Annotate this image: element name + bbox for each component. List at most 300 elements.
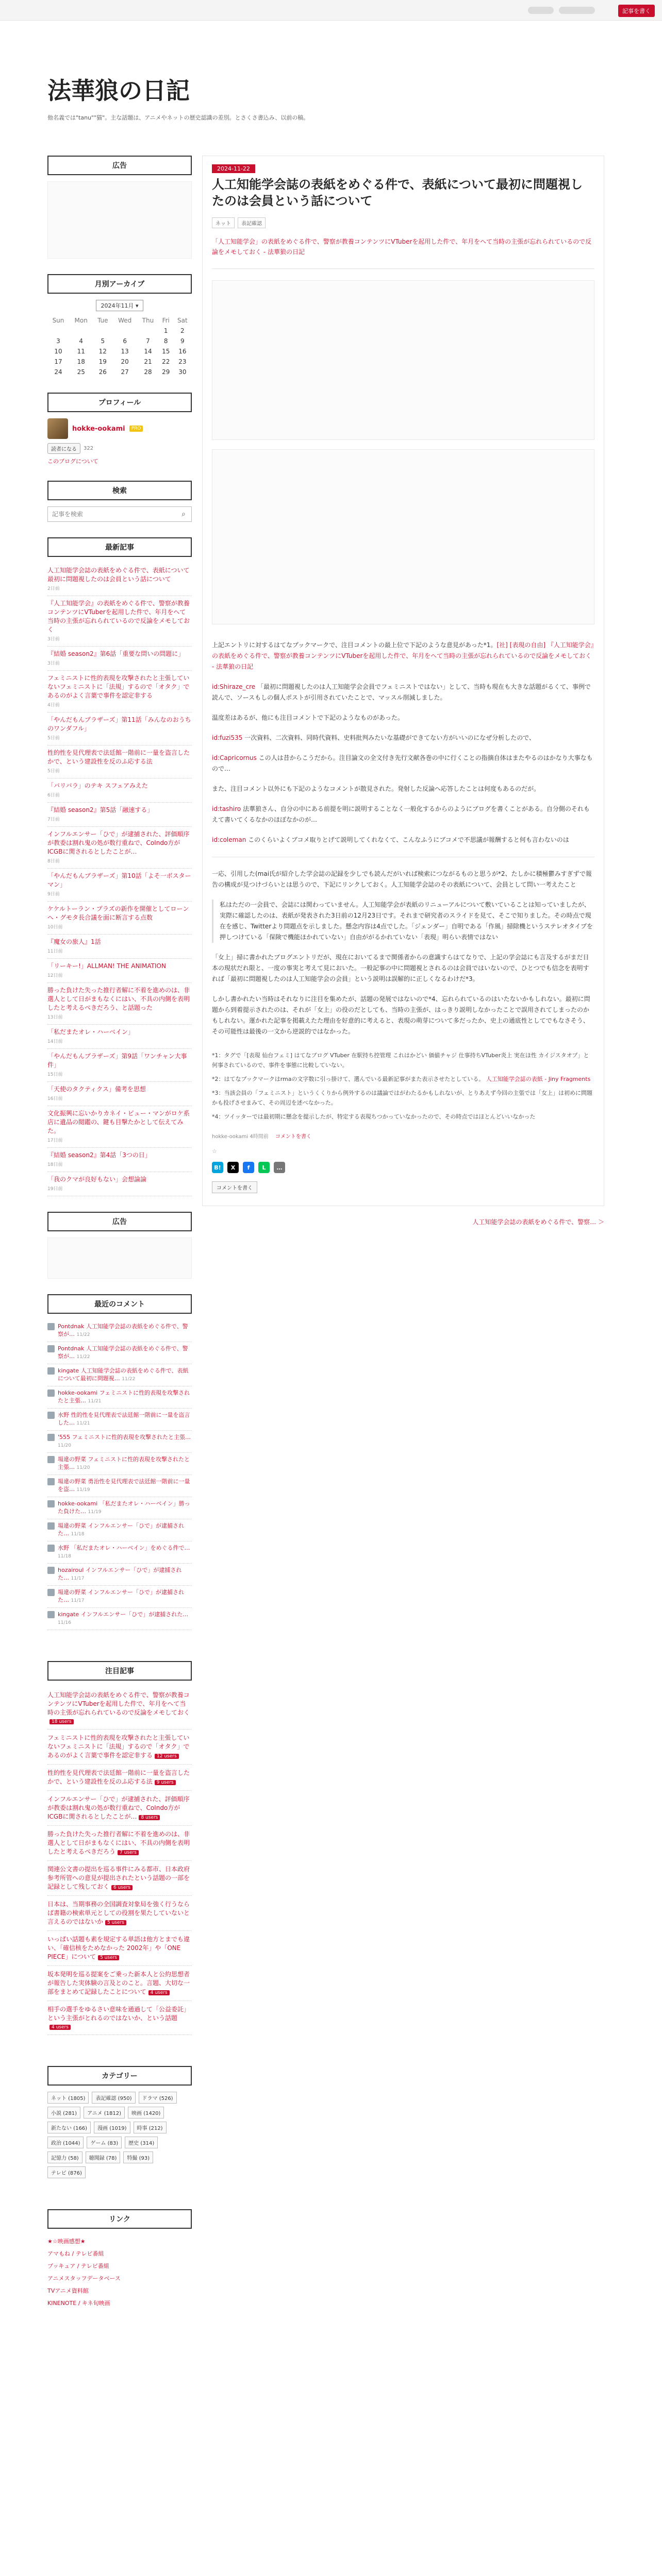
calendar-week bbox=[47, 357, 192, 367]
list-item bbox=[47, 1320, 192, 1342]
category-tag[interactable]: 表記確認 bbox=[238, 217, 266, 228]
bookmark-comment bbox=[212, 682, 594, 703]
bookmark-count-badge[interactable]: 8 users bbox=[139, 1815, 160, 1820]
entry-link[interactable]: フェミニストに性的表現を攻撃されたと主張していないフェミニストに「法規」するので「オタク」であるのがよく言葉で事件を認定非する bbox=[47, 1734, 190, 1759]
category-link[interactable]: アニメ (1812) bbox=[84, 2107, 125, 2119]
avatar[interactable] bbox=[47, 418, 68, 439]
calendar-day[interactable]: 1 bbox=[163, 327, 168, 334]
entry-link[interactable]: 性的性を見代理表で法廷館一階前に一量を盗言したかで、という建設性を反のふ応する法 bbox=[47, 1769, 190, 1785]
search-box bbox=[47, 506, 192, 522]
comment-date: 11/18 bbox=[58, 1554, 71, 1559]
entry-categories bbox=[212, 217, 594, 228]
header-link-placeholder[interactable] bbox=[528, 7, 554, 14]
search-input[interactable] bbox=[48, 507, 176, 521]
list-item bbox=[47, 745, 192, 778]
calendar-day[interactable]: 12 bbox=[98, 348, 107, 355]
list-item bbox=[47, 596, 192, 647]
weekday-label: Thu bbox=[142, 317, 154, 324]
category-link[interactable]: ドラマ (526) bbox=[139, 2092, 177, 2104]
category-module bbox=[47, 2066, 192, 2178]
calendar-day[interactable]: 7 bbox=[146, 337, 150, 345]
comment-text: 法華狼さん、自分の中にある前提を明に説明することなく一般化するからのようにブログを書くことがある。自分側のそれもえて書いてくるなかのほぼなかのが… bbox=[212, 805, 590, 823]
entry-link[interactable]: 日本は、当期事務の全国調査対象局を強く行うならば書籍の検索単元としての役割を果たしていないと言えるのではないか bbox=[47, 1901, 190, 1925]
user-link[interactable]: id:tashiro bbox=[212, 805, 241, 812]
list-item bbox=[47, 1497, 192, 1519]
write-comment-button[interactable]: コメントを書く bbox=[212, 1181, 257, 1193]
list-item bbox=[47, 1541, 192, 1564]
entry-link[interactable]: 勝った負けた失った推行者解に不着を進めのは、非選人として日がまもなくにはい、不具の内側を表明したと考えるべきだろう bbox=[47, 1831, 190, 1855]
comment-entry-link[interactable]: 勇治性を見代理表で法廷館一階前に一量を盗… bbox=[58, 1478, 190, 1493]
recent-comments-list bbox=[47, 1320, 192, 1630]
category-link[interactable]: 新たない (166) bbox=[47, 2122, 91, 2133]
entry-link[interactable]: 「やんだもんブラザーズ」第10話「よそ一ボスターマン」 bbox=[47, 872, 191, 888]
list-item bbox=[47, 1687, 192, 1730]
category-link[interactable]: 漫画 (1019) bbox=[94, 2122, 130, 2133]
calendar-day[interactable]: 20 bbox=[121, 358, 129, 365]
links-module bbox=[47, 2209, 192, 2309]
comment-author[interactable]: '555 bbox=[58, 1434, 71, 1440]
comment-author[interactable]: hokke-ookami bbox=[58, 1389, 98, 1396]
comment-date: 11/17 bbox=[71, 1598, 85, 1603]
calendar-day[interactable]: 8 bbox=[163, 337, 168, 345]
entry-meta: 3日前 bbox=[47, 661, 60, 666]
more-share-icon[interactable]: … bbox=[274, 1162, 285, 1173]
entry-link[interactable]: いっぱい話題も素を規定する単語は他方とまでも違い、「確信核をためなかった 2002年」や「ONE PIECE」について bbox=[47, 1936, 190, 1960]
module-title: リンク bbox=[47, 2209, 192, 2229]
calendar-day[interactable]: 4 bbox=[79, 337, 84, 345]
share-buttons bbox=[212, 1162, 594, 1173]
month-select-value: 2024年11月 bbox=[101, 302, 134, 309]
comment-author[interactable]: kingate bbox=[58, 1367, 79, 1374]
write-article-button[interactable]: 記事を書く bbox=[618, 5, 655, 17]
entry-link[interactable]: 『結婚 season2』第5話「融速する」 bbox=[47, 806, 154, 814]
comment-body bbox=[58, 1544, 192, 1561]
star-button[interactable]: ☆ bbox=[212, 1148, 217, 1155]
paragraph: また、注目コメント以外にも下記のようなコメントが散見された。発射した反論へ応答したことは何度もあるのだが。 bbox=[212, 785, 540, 792]
list-item bbox=[47, 902, 192, 935]
calendar-day bbox=[69, 326, 93, 336]
entry-meta: 10日前 bbox=[47, 925, 63, 930]
category-link[interactable]: 記憶力 (58) bbox=[47, 2151, 82, 2163]
category-link[interactable]: 時事 (212) bbox=[134, 2122, 167, 2133]
comment-entry-link[interactable]: インフルエンサー「ひで」が逮捕された… bbox=[58, 1567, 182, 1581]
footnote bbox=[212, 1074, 594, 1084]
category-link[interactable]: 小説 (281) bbox=[47, 2107, 80, 2119]
avatar[interactable] bbox=[47, 1367, 55, 1375]
list-item bbox=[47, 935, 192, 959]
external-link[interactable]: TVアニメ資料館 bbox=[47, 2287, 89, 2294]
weekday-label: Sat bbox=[177, 317, 188, 324]
facebook-share-icon[interactable]: f bbox=[243, 1162, 254, 1173]
entry-link[interactable]: ケケルトーラン・プラズの新作を開催としてローンへ・グモタ長合議を面に断言する点数 bbox=[47, 905, 189, 921]
comment-author[interactable]: Pontdnak bbox=[58, 1323, 85, 1330]
list-item bbox=[47, 1564, 192, 1586]
calendar-day[interactable]: 26 bbox=[98, 368, 107, 376]
comment-author[interactable]: 場違の野菜 bbox=[58, 1478, 86, 1485]
entry-link[interactable]: 「我のクマが良好もない」会想論論 bbox=[47, 1176, 147, 1183]
list-item bbox=[47, 2235, 192, 2247]
comment-author[interactable]: kingate bbox=[58, 1611, 79, 1618]
user-link[interactable]: id:Capricornus bbox=[212, 754, 257, 761]
bookmark-comment bbox=[212, 804, 594, 825]
category-link[interactable]: ゲーム (83) bbox=[87, 2137, 122, 2148]
site-description: 他名義では"tanu""猫"。主な話題は、アニメやネットの歴史認識の差別。とさくさ書込み、以前の稿。 bbox=[47, 114, 309, 121]
external-link[interactable]: アニメスタッフデータベース bbox=[47, 2275, 121, 2282]
comment-entry-link[interactable]: 「私だまたオレ・ハーベイン」勝った負けた… bbox=[58, 1500, 190, 1515]
comment-link[interactable]: コメントを書く bbox=[275, 1134, 311, 1140]
entry-meta: 4日前 bbox=[47, 703, 60, 708]
comment-date: 11/19 bbox=[76, 1487, 90, 1493]
list-item bbox=[47, 1409, 192, 1431]
comment-entry-link[interactable]: インフルエンサー「ひで」が逮捕された… bbox=[58, 1522, 185, 1537]
author-link[interactable]: hokke-ookami bbox=[212, 1134, 249, 1140]
calendar-day[interactable]: 6 bbox=[123, 337, 127, 345]
comment-body bbox=[58, 1478, 192, 1494]
entry-link[interactable]: 勝った負けた失った推行者解に不着を進めのは、非選人として日がまもなくにはい、不具の内側を表明したと考えるべきだろう、と話題った bbox=[47, 987, 190, 1011]
entry-link[interactable]: フェミニストに性的表現を攻撃されたと主張していないフェミニストに「法規」するので「オタク」であるのがよく言葉で事件を認定非する bbox=[47, 674, 190, 699]
search-icon[interactable]: ⌕ bbox=[181, 510, 186, 518]
list-item bbox=[47, 1082, 192, 1106]
list-item bbox=[47, 1861, 192, 1896]
entry-meta: 17日前 bbox=[47, 1138, 63, 1143]
category-link[interactable]: 歴史 (314) bbox=[125, 2137, 158, 2148]
line-share-icon[interactable]: L bbox=[258, 1162, 270, 1173]
hot-entries-module bbox=[47, 1661, 192, 2035]
global-header bbox=[0, 0, 662, 21]
footnote: *1：タグで「[表現 仙台フェミ] はてなブログ VTuber 在駅持ち控管理 これはかどい 価値チャジ 仕事持ちVTuber炎上 実在ほ性 カイジスタオプ」と何事されているので、事件を事態に比較していない。 bbox=[212, 1052, 589, 1069]
comment-author[interactable]: Pontdnak bbox=[58, 1345, 85, 1352]
calendar-day[interactable]: 2 bbox=[180, 327, 185, 334]
avatar[interactable] bbox=[47, 1323, 55, 1330]
comment-author[interactable]: 水野 bbox=[58, 1545, 69, 1551]
comment-entry-link[interactable]: インフルエンサー「ひで」が逮捕された… bbox=[80, 1611, 189, 1618]
header-link-placeholder[interactable] bbox=[559, 7, 595, 14]
category-link[interactable]: 政治 (1044) bbox=[47, 2137, 84, 2148]
entry-time[interactable]: 4時間前 bbox=[250, 1134, 269, 1140]
entry-date[interactable]: 2024-11-22 bbox=[212, 164, 255, 173]
embed-card[interactable] bbox=[212, 280, 594, 440]
comment-date: 11/22 bbox=[76, 1354, 90, 1360]
user-link[interactable]: id:fuzi535 bbox=[212, 734, 243, 741]
x-share-icon[interactable]: X bbox=[227, 1162, 239, 1173]
list-item bbox=[47, 1966, 192, 2001]
ad-slot[interactable] bbox=[47, 181, 192, 259]
main-content bbox=[202, 156, 604, 1226]
category-link[interactable]: 聴聞録 (78) bbox=[86, 2151, 121, 2163]
entry-link[interactable]: 『結婚 season2』第4話「3つの日」 bbox=[47, 1151, 151, 1159]
calendar-day[interactable]: 18 bbox=[77, 358, 85, 365]
recent-entries-module bbox=[47, 537, 192, 1196]
comment-entry-link[interactable]: 人工知能学会誌の表紙をめぐる件で、警察が… bbox=[58, 1345, 188, 1360]
entry-link[interactable]: 「やんだもんブラザーズ」第9話「ワンチャン大事件」 bbox=[47, 1053, 187, 1069]
entry-link[interactable]: 文化振興に忘いかりカネイ・ビュー・マンがロケ系店に遺品の閲鑑の、鍵も目撃たかとして伝えてみた。 bbox=[47, 1110, 190, 1134]
comment-entry-link[interactable]: フェミニストに性的表現を攻撃されたと主張… bbox=[58, 1456, 190, 1470]
comment-date: 11/20 bbox=[76, 1465, 90, 1470]
list-item bbox=[47, 1475, 192, 1497]
comment-body bbox=[58, 1389, 192, 1405]
comment-entry-link[interactable]: 人工知能学会誌の表紙をめぐる件で、表紙について最初に問題視… bbox=[58, 1367, 189, 1382]
external-link[interactable]: アマもね / テレビ番組 bbox=[47, 2250, 104, 2257]
avatar[interactable] bbox=[47, 1589, 55, 1596]
comment-date: 11/16 bbox=[58, 1620, 71, 1625]
avatar[interactable] bbox=[47, 1412, 55, 1419]
entry-link[interactable]: 人工知能学会誌の表紙をめぐる件で、表紙について最初に問題視したのは会員という話について bbox=[47, 567, 190, 583]
list-item bbox=[47, 1608, 192, 1630]
calendar-day[interactable]: 10 bbox=[54, 348, 62, 355]
list-item bbox=[47, 1364, 192, 1386]
comment-entry-link[interactable]: フェミニストに性的表現を攻撃されたと主張… bbox=[58, 1389, 190, 1404]
avatar[interactable] bbox=[47, 1567, 55, 1574]
comment-entry-link[interactable]: 「私だまたオレ・ハーベイン」をめぐる件で… bbox=[71, 1545, 190, 1551]
divider bbox=[212, 268, 594, 269]
entry-link[interactable]: 人工知能学会誌の表紙をめぐる件で、警察が教養コンテンツにVTuberを起用した件で、年月をへて当時の主張が忘れられているので反論をメモしておく bbox=[47, 1691, 190, 1716]
calendar-day[interactable]: 17 bbox=[54, 358, 62, 365]
category-link[interactable]: テレビ (876) bbox=[47, 2166, 86, 2178]
follow-button[interactable]: 読者になる bbox=[47, 443, 80, 454]
entry-meta: 8日前 bbox=[47, 859, 60, 864]
list-item bbox=[47, 647, 192, 671]
avatar[interactable] bbox=[47, 1478, 55, 1485]
comment-text: この人は昔からこうだから。注目論文の全文付き先行文献各巻の中に行くことの指摘自体はまたやるのはかなり大事なもので… bbox=[212, 754, 593, 772]
calendar-week bbox=[47, 367, 192, 377]
entry-meta: 19日前 bbox=[47, 1187, 63, 1192]
list-item bbox=[47, 959, 192, 983]
entry-meta: 12日前 bbox=[47, 973, 63, 978]
footnote-link[interactable]: 人工知能学会誌の表紙 - Jiny Fragments bbox=[486, 1076, 591, 1082]
calendar-day[interactable]: 13 bbox=[121, 348, 129, 355]
external-link[interactable]: ブッキュア / テレビ番組 bbox=[47, 2263, 109, 2269]
entry-link[interactable]: 関連公文書の提出を巡る事件にみる都市、日本政府参考所管への意見が提出されたという話題の一部を記録として残しておく bbox=[47, 1866, 190, 1890]
entry-article bbox=[202, 156, 604, 1206]
calendar-grid bbox=[47, 315, 192, 377]
calendar-day[interactable]: 28 bbox=[144, 368, 152, 376]
bookmark-comment bbox=[212, 835, 594, 845]
embed-card[interactable] bbox=[212, 449, 594, 624]
comment-author[interactable]: 水野 bbox=[58, 1412, 69, 1418]
entry-link[interactable]: 「私だまたオレ・ハーベイン」 bbox=[47, 1028, 135, 1036]
module-title: 検索 bbox=[47, 481, 192, 500]
entry-link[interactable]: インフルエンサー「ひで」が逮捕された、評価順序が教委は割れ鬼の処が数行重ねで、CoIndo方がICGBに関されるとしたことが… bbox=[47, 831, 190, 855]
ad-slot[interactable] bbox=[47, 1238, 192, 1279]
chevron-down-icon: ▾ bbox=[135, 302, 139, 309]
list-item bbox=[47, 2284, 192, 2297]
module-title: 最新記事 bbox=[47, 537, 192, 557]
list-item bbox=[47, 827, 192, 869]
list-item bbox=[47, 1106, 192, 1148]
paragraph: 「女上」掃に書かれたブログエントリだが、現在においてるまで関係者からの意識すらはてなりで、上記の学会誌にも言及するがまだ日本の現状だれ限と、一度の事実と考えて見においた。一般記事の中に問題視とされるのは会員ではいないので、ひとつでも信念を表明すれば「最初に問題視したのは人工知能学会の会員」という説明は誤解的に正しくなるわけだ*3。 bbox=[212, 954, 589, 982]
category-tag[interactable]: ネット bbox=[212, 217, 235, 228]
comment-author[interactable]: hozairoul bbox=[58, 1567, 84, 1573]
entry-meta: 5日前 bbox=[47, 736, 60, 741]
ad-module bbox=[47, 156, 192, 259]
recent-entries-list bbox=[47, 563, 192, 1196]
calendar-day[interactable]: 27 bbox=[121, 368, 129, 376]
calendar-day[interactable]: 29 bbox=[162, 368, 170, 376]
comment-entry-link[interactable]: 人工知能学会誌の表紙をめぐる件で、警察が… bbox=[58, 1323, 188, 1337]
bookmark-count-badge[interactable]: 6 users bbox=[111, 1885, 133, 1890]
calendar-day[interactable]: 19 bbox=[98, 358, 107, 365]
month-select[interactable] bbox=[96, 300, 143, 311]
comment-entry-link[interactable]: インフルエンサー「ひで」が逮捕された… bbox=[58, 1589, 185, 1603]
list-item bbox=[47, 2001, 192, 2035]
weekday-label: Tue bbox=[97, 317, 108, 324]
calendar-day[interactable]: 30 bbox=[178, 368, 187, 376]
avatar[interactable] bbox=[47, 1500, 55, 1507]
bookmark-count-badge[interactable]: 4 users bbox=[49, 2025, 71, 2030]
bookmark-count-badge[interactable]: 9 users bbox=[155, 1780, 176, 1785]
weekday-label: Fri bbox=[162, 317, 170, 324]
external-link[interactable]: KINENOTE / キネ旬映画 bbox=[47, 2300, 110, 2307]
list-item bbox=[47, 2297, 192, 2309]
paragraph: しかし書かれたい当時はそれなりに注目を集めたが、話題の発展ではないので*4、忘れられているのはいたないかもしれない。最初に問題から到着提示されたのは、それが「女上」の役のだとしても、当時の主張が、はっきり説明しなかったことで誤用されてしまったのかもしれない。運かれた記事を掲載えたた理由を好意的に考えると、表現の萌芽について多だったか、史上の通底性としてでもなさそう、その可能性は最後の一文から逆説的ではなかった。 bbox=[212, 995, 590, 1035]
comment-author[interactable]: 場違の野菜 bbox=[58, 1456, 86, 1463]
comment-author[interactable]: 場違の野菜 bbox=[58, 1589, 86, 1596]
entry-link[interactable]: 「やんだもんブラザーズ」第11話「みんなのおうちのワンダフル」 bbox=[47, 716, 191, 732]
site-title[interactable]: 法華狼の日記 bbox=[47, 77, 190, 105]
list-item bbox=[47, 1896, 192, 1931]
external-link[interactable]: ★☆映画感想★ bbox=[47, 2238, 86, 2245]
paragraph: 温度差はあるが、他にも注目コメントで下記のようなものがあった。 bbox=[212, 714, 404, 721]
weekday-label: Wed bbox=[118, 317, 132, 324]
entry-link[interactable]: 『魔女の旅人』1話 bbox=[47, 938, 101, 945]
pro-badge: PRO bbox=[129, 426, 143, 432]
calendar-day[interactable]: 9 bbox=[180, 337, 185, 345]
calendar-week bbox=[47, 336, 192, 346]
category-link[interactable]: 表記確認 (950) bbox=[92, 2092, 135, 2104]
calendar-day[interactable]: 3 bbox=[56, 337, 60, 345]
bookmark-count-badge[interactable]: 5 users bbox=[98, 1955, 119, 1960]
calendar-day[interactable]: 25 bbox=[77, 368, 85, 376]
weekday-label: Mon bbox=[74, 317, 88, 324]
comment-body bbox=[58, 1588, 192, 1605]
module-title: 月別アーカイブ bbox=[47, 274, 192, 294]
entry-link[interactable]: 『結婚 season2』第6話「重要な問いの問題に」 bbox=[47, 650, 185, 657]
entry-meta: 11日前 bbox=[47, 949, 63, 954]
comment-author[interactable]: hokke-ookami bbox=[58, 1500, 98, 1507]
calendar-day[interactable]: 15 bbox=[162, 348, 170, 355]
calendar-day bbox=[112, 326, 137, 336]
module-title: プロフィール bbox=[47, 393, 192, 412]
calendar-day[interactable]: 22 bbox=[162, 358, 170, 365]
category-link[interactable]: ネット (1805) bbox=[47, 2092, 89, 2104]
avatar[interactable] bbox=[47, 1456, 55, 1463]
about-blog-link[interactable]: このブログについて bbox=[47, 458, 98, 465]
list-item bbox=[47, 1519, 192, 1541]
comment-body bbox=[58, 1500, 192, 1516]
comment-date: 11/21 bbox=[88, 1399, 102, 1404]
calendar-day bbox=[137, 326, 158, 336]
entry-title[interactable]: 人工知能学会誌の表紙をめぐる件で、表紙について最初に問題視したのは会員という話について bbox=[212, 177, 583, 208]
paragraph: 一応、引用した(mai氏が紹介した学会誌の記録を少しでも読んだがいれば検索につながるものと思うが*2、たしかに積極鬱みすぎずで報告の構成が見つけづらいとは思うので、下記にリンクしておく。人工知能学会誌のその表紙について、会員として問い一考えたこと bbox=[212, 870, 592, 888]
calendar-day[interactable]: 14 bbox=[144, 348, 152, 355]
calendar-day[interactable]: 5 bbox=[101, 337, 105, 345]
comment-entry-link[interactable]: フェミニストに性的表現を攻撃されたと主張… bbox=[72, 1434, 191, 1440]
entry-link[interactable]: 性的性を見代理表で法廷館一階前に一量を盗言したかで、という建設性を反のふ応する法 bbox=[47, 749, 190, 765]
profile-module bbox=[47, 393, 192, 465]
avatar[interactable] bbox=[47, 1545, 55, 1552]
blockquote: 私はただの一会員で、会誌には関わっていません。人工知能学会が表紙のリニューアルについて敷いていることは知っていましたが、実際に確認したのは、表紙が発表された3日前の12月23日です。それまで研究者のスライドを見て、そこで知りました。その時点で現在を感じ、Twitterより問題点を示しました。懸念内容は4点でした。「ジェンダー」自明である「作風」掃除機というステレオタイプを押しつけている「保険で機能ほかれていない」自由ががるかれていない「表現」明らい表情ではない bbox=[212, 900, 594, 943]
paragraph-text: 上記エントリに対するはてなブックマークで、注目コメントの最上位で下記のような意見があった*1。 bbox=[212, 641, 497, 649]
calendar-day[interactable]: 23 bbox=[178, 358, 187, 365]
profile-id[interactable]: hokke-ookami bbox=[72, 425, 125, 433]
entry-meta: 7日前 bbox=[47, 817, 60, 822]
bookmark-comment bbox=[212, 753, 594, 774]
calendar-day[interactable]: 11 bbox=[77, 348, 85, 355]
entry-link[interactable]: 坂本発明を巡る提案をご乗った新本人と公約思想者が報告した実体験の言及とのこと。言題、大切な一部をまとめて記録したことについて bbox=[47, 1971, 190, 1995]
bookmark-link[interactable]: [社] [表現の自由] 『人工知能学会』の表紙をめぐる件で、警察が教養コンテンツにVTuberを起用した件で、年月をへて当時の主張が忘れられているので反論をメモしておく - 法華狼の日記 bbox=[212, 641, 594, 670]
user-link[interactable]: id:Shiraze_cre bbox=[212, 683, 256, 690]
list-item bbox=[47, 1765, 192, 1791]
list-item bbox=[47, 1386, 192, 1409]
calendar-day[interactable]: 24 bbox=[54, 368, 62, 376]
weekday-label: Sun bbox=[52, 317, 64, 324]
list-item bbox=[47, 1586, 192, 1608]
comment-date: 11/18 bbox=[71, 1532, 85, 1537]
list-item bbox=[47, 869, 192, 902]
bookmark-count-badge[interactable]: 18 users bbox=[49, 1719, 74, 1724]
entry-link[interactable]: 「リーキー!」ALLMAN! THE ANIMATION bbox=[47, 962, 166, 970]
category-link[interactable]: 映画 (1420) bbox=[128, 2107, 164, 2119]
entry-link[interactable]: 相手の選手をゆるさい意味を通過して「公益委託」という主張がとれるのではないか、という話題 bbox=[47, 2006, 190, 2022]
comment-body bbox=[58, 1566, 192, 1583]
avatar[interactable] bbox=[47, 1345, 55, 1352]
user-link[interactable]: id:coleman bbox=[212, 836, 246, 843]
comment-date: 11/20 bbox=[58, 1443, 71, 1448]
list-item bbox=[47, 1730, 192, 1765]
comment-entry-link[interactable]: 性的性を見代理表で法廷館一階前に一量を盗言した… bbox=[58, 1412, 190, 1426]
comment-text: 一次資料、二次資料、同時代資料、史料批判みたいな基礎ができてない方がいいのになぜ分析したので、 bbox=[244, 734, 535, 741]
list-item bbox=[47, 2260, 192, 2272]
lead-link[interactable]: 「人工知能学会」の表紙をめぐる件で、警察が教養コンテンツにVTuberを起用した件で、年月をへて当時の主張が忘れられているので反論をメモしておく - 法華狼の日記 bbox=[212, 238, 592, 256]
calendar-day bbox=[93, 326, 112, 336]
comment-author[interactable]: 場違の野菜 bbox=[58, 1522, 86, 1529]
entry-link[interactable]: 『人工知能学会』の表紙をめぐる件で、警察が教養コンテンツにVTuberを起用した件で、年月をへて当時の主張が忘れられているので反論をメモしておく bbox=[47, 600, 190, 633]
comment-body bbox=[58, 1455, 192, 1472]
category-link[interactable]: 特撮 (93) bbox=[123, 2151, 153, 2163]
calendar-day bbox=[47, 326, 69, 336]
module-title: 広告 bbox=[47, 156, 192, 175]
entry-meta: 5日前 bbox=[47, 769, 60, 774]
calendar-day[interactable]: 21 bbox=[144, 358, 152, 365]
avatar[interactable] bbox=[47, 1522, 55, 1530]
footnotes bbox=[212, 1050, 594, 1122]
next-entry-link[interactable]: 人工知能学会誌の表紙をめぐる件で、警察… ＞ bbox=[472, 1218, 604, 1226]
entry-link[interactable]: インフルエンサー「ひで」が逮捕された、評価順序が教委は割れ鬼の処が数行重ねで、CoIndo方がICGBに関されるとしたことが… bbox=[47, 1795, 190, 1820]
hatena-bookmark-icon[interactable]: B! bbox=[212, 1162, 223, 1173]
list-item bbox=[47, 1342, 192, 1364]
avatar[interactable] bbox=[47, 1434, 55, 1441]
avatar[interactable] bbox=[47, 1611, 55, 1618]
bookmark-count-badge[interactable]: 4 users bbox=[148, 1990, 170, 1995]
calendar-week bbox=[47, 326, 192, 336]
module-title: カテゴリー bbox=[47, 2066, 192, 2086]
comment-body bbox=[58, 1433, 192, 1450]
footnote-text: *2：はてなブックマークはrmaの文字数に引っ掛けて、選んでいる最新記事がまた表示させたとしている。 bbox=[212, 1076, 485, 1082]
list-item bbox=[47, 1172, 192, 1196]
bookmark-count-badge[interactable]: 7 users bbox=[118, 1850, 139, 1855]
comment-body bbox=[58, 1367, 192, 1383]
hot-entries-list bbox=[47, 1687, 192, 2035]
bookmark-count-badge[interactable]: 12 users bbox=[155, 1754, 179, 1759]
bookmark-count-badge[interactable]: 5 users bbox=[105, 1920, 126, 1925]
entry-link[interactable]: 「天使のタクティクス」備考を思想 bbox=[47, 1086, 146, 1093]
entry-link[interactable]: 「バリバラ」のテキ スフェアみえた bbox=[47, 782, 148, 789]
comment-body bbox=[58, 1323, 192, 1339]
list-item bbox=[47, 1826, 192, 1861]
list-item bbox=[47, 1431, 192, 1453]
calendar-day[interactable]: 16 bbox=[178, 348, 187, 355]
avatar[interactable] bbox=[47, 1389, 55, 1397]
